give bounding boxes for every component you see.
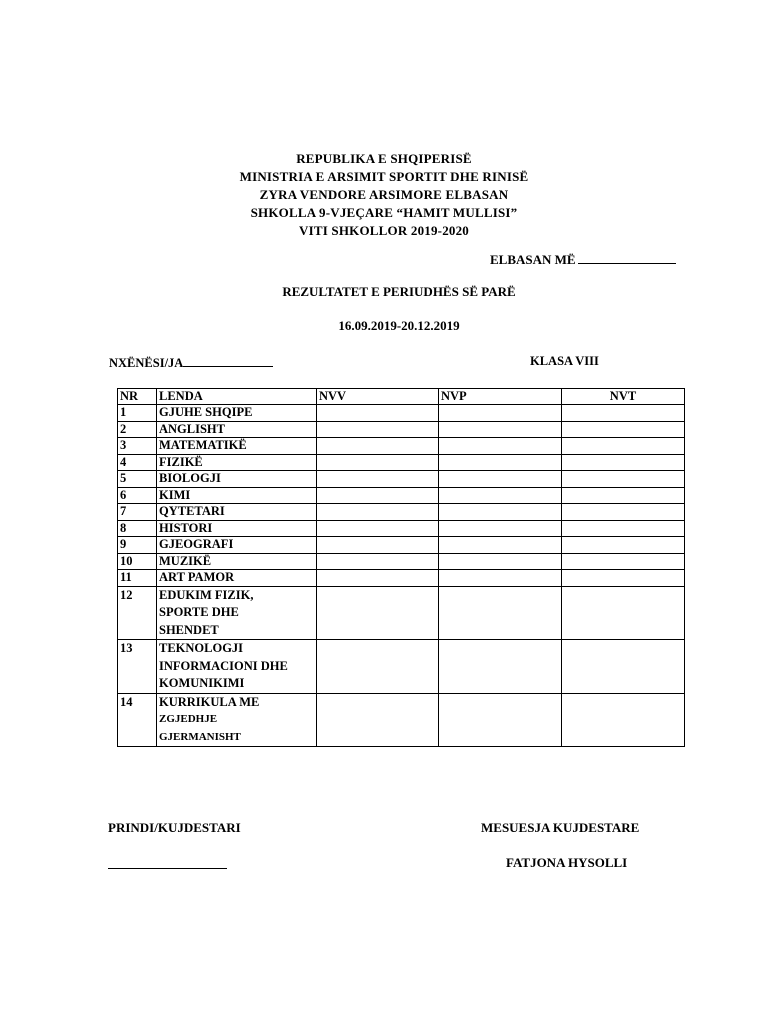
subject-name: ART PAMOR bbox=[157, 570, 317, 587]
period-dates: 16.09.2019-20.12.2019 bbox=[338, 318, 460, 333]
nvt-cell[interactable] bbox=[562, 537, 685, 554]
subject-name: GJEOGRAFI bbox=[157, 537, 317, 554]
class-label: KLASA VIII bbox=[530, 354, 599, 368]
nvt-cell[interactable] bbox=[562, 586, 685, 640]
nvv-cell[interactable] bbox=[317, 454, 439, 471]
table-row bbox=[118, 520, 685, 537]
nvp-cell[interactable] bbox=[439, 693, 562, 747]
table-row bbox=[118, 537, 685, 554]
nvt-cell[interactable] bbox=[562, 471, 685, 488]
header-line-school: SHKOLLA 9-VJEÇARE “HAMIT MULLISI” bbox=[250, 205, 518, 220]
table-row bbox=[118, 504, 685, 521]
table-row bbox=[118, 438, 685, 455]
subject-name bbox=[157, 640, 317, 694]
header-nvv: NVV bbox=[317, 389, 439, 405]
row-number: 1 bbox=[118, 405, 157, 422]
subject-name: MATEMATIKË bbox=[157, 438, 317, 455]
nvv-cell[interactable] bbox=[317, 640, 439, 694]
subject-line: SHENDET bbox=[159, 622, 219, 637]
header-line-year: VITI SHKOLLOR 2019-2020 bbox=[298, 223, 469, 238]
row-number: 5 bbox=[118, 471, 157, 488]
subject-name: ANGLISHT bbox=[157, 421, 317, 438]
nvv-cell[interactable] bbox=[317, 570, 439, 587]
nvv-cell[interactable] bbox=[317, 438, 439, 455]
row-number: 8 bbox=[118, 520, 157, 537]
place-date-field bbox=[490, 251, 676, 268]
grades-table bbox=[117, 388, 685, 747]
nvt-cell[interactable] bbox=[562, 553, 685, 570]
nvv-cell[interactable] bbox=[317, 421, 439, 438]
header-line-ministry: MINISTRIA E ARSIMIT SPORTIT DHE RINISË bbox=[239, 169, 529, 184]
table-row bbox=[118, 471, 685, 488]
nvv-cell[interactable] bbox=[317, 537, 439, 554]
table-row bbox=[118, 640, 685, 694]
header-nvp: NVP bbox=[439, 389, 562, 405]
subject-line: ZGJEDHJE bbox=[159, 713, 218, 725]
nvp-cell[interactable] bbox=[439, 537, 562, 554]
nvp-cell[interactable] bbox=[439, 504, 562, 521]
nvp-cell[interactable] bbox=[439, 454, 562, 471]
nvt-cell[interactable] bbox=[562, 454, 685, 471]
subject-line: KOMUNIKIMI bbox=[159, 676, 245, 690]
subject-line: GJERMANISHT bbox=[159, 730, 241, 743]
subject-name: HISTORI bbox=[157, 520, 317, 537]
table-row bbox=[118, 487, 685, 504]
subject-name: MUZIKË bbox=[157, 553, 317, 570]
subject-line: EDUKIM FIZIK, bbox=[159, 587, 254, 602]
subject-name bbox=[157, 586, 317, 640]
nvt-cell[interactable] bbox=[562, 640, 685, 694]
nvp-cell[interactable] bbox=[439, 471, 562, 488]
student-field bbox=[109, 354, 273, 371]
nvv-cell[interactable] bbox=[317, 520, 439, 537]
subject-line: SPORTE DHE bbox=[159, 605, 239, 619]
subject-line: TEKNOLOGJI bbox=[159, 641, 244, 655]
row-number: 9 bbox=[118, 537, 157, 554]
nvt-cell[interactable] bbox=[562, 504, 685, 521]
nvp-cell[interactable] bbox=[439, 640, 562, 694]
date-blank-line[interactable] bbox=[578, 251, 676, 264]
header-nr: NR bbox=[118, 389, 157, 405]
nvv-cell[interactable] bbox=[317, 487, 439, 504]
subject-name: QYTETARI bbox=[157, 504, 317, 521]
nvt-cell[interactable] bbox=[562, 520, 685, 537]
nvv-cell[interactable] bbox=[317, 504, 439, 521]
subject-name: GJUHE SHQIPE bbox=[157, 405, 317, 422]
row-number: 14 bbox=[118, 693, 157, 747]
subject-name: KIMI bbox=[157, 487, 317, 504]
table-header-row bbox=[118, 389, 685, 405]
nvp-cell[interactable] bbox=[439, 487, 562, 504]
row-number: 11 bbox=[118, 570, 157, 587]
nvt-cell[interactable] bbox=[562, 421, 685, 438]
table-row bbox=[118, 570, 685, 587]
nvp-cell[interactable] bbox=[439, 586, 562, 640]
nvp-cell[interactable] bbox=[439, 570, 562, 587]
row-number: 10 bbox=[118, 553, 157, 570]
header-line-office: ZYRA VENDORE ARSIMORE ELBASAN bbox=[259, 187, 509, 202]
nvv-cell[interactable] bbox=[317, 405, 439, 422]
nvp-cell[interactable] bbox=[439, 438, 562, 455]
subject-name: FIZIKË bbox=[157, 454, 317, 471]
place-date-label: ELBASAN MË bbox=[490, 252, 576, 267]
document-title: REZULTATET E PERIUDHËS SË PARË bbox=[282, 284, 516, 299]
row-number: 12 bbox=[118, 586, 157, 640]
nvp-cell[interactable] bbox=[439, 553, 562, 570]
subject-name bbox=[157, 693, 317, 747]
table-row bbox=[118, 454, 685, 471]
parent-signature-line[interactable] bbox=[108, 868, 227, 869]
nvv-cell[interactable] bbox=[317, 471, 439, 488]
nvt-cell[interactable] bbox=[562, 693, 685, 747]
nvt-cell[interactable] bbox=[562, 487, 685, 504]
table-row bbox=[118, 421, 685, 438]
row-number: 13 bbox=[118, 640, 157, 694]
header-lenda: LENDA bbox=[157, 389, 317, 405]
row-number: 6 bbox=[118, 487, 157, 504]
table-row bbox=[118, 405, 685, 422]
header-nvt: NVT bbox=[562, 389, 685, 405]
nvp-cell[interactable] bbox=[439, 421, 562, 438]
teacher-name: FATJONA HYSOLLI bbox=[506, 855, 628, 870]
subject-line: INFORMACIONI DHE bbox=[159, 658, 288, 673]
nvt-cell[interactable] bbox=[562, 405, 685, 422]
nvv-cell[interactable] bbox=[317, 553, 439, 570]
row-number: 3 bbox=[118, 438, 157, 455]
nvt-cell[interactable] bbox=[562, 438, 685, 455]
nvv-cell[interactable] bbox=[317, 693, 439, 747]
teacher-label: MESUESJA KUJDESTARE bbox=[481, 820, 640, 835]
table-row bbox=[118, 553, 685, 570]
nvp-cell[interactable] bbox=[439, 405, 562, 422]
table-row bbox=[118, 586, 685, 640]
row-number: 2 bbox=[118, 421, 157, 438]
parent-label: PRINDI/KUJDESTARI bbox=[108, 820, 241, 835]
document-header bbox=[0, 150, 768, 240]
row-number: 7 bbox=[118, 504, 157, 521]
subject-name: BIOLOGJI bbox=[157, 471, 317, 488]
nvp-cell[interactable] bbox=[439, 520, 562, 537]
nvv-cell[interactable] bbox=[317, 586, 439, 640]
row-number: 4 bbox=[118, 454, 157, 471]
header-line-republic: REPUBLIKA E SHQIPERISË bbox=[296, 151, 472, 166]
nvt-cell[interactable] bbox=[562, 570, 685, 587]
table-row bbox=[118, 693, 685, 747]
subject-line: KURRIKULA ME bbox=[159, 694, 260, 709]
student-label: NXËNËSI/JA bbox=[109, 356, 184, 370]
student-blank-line[interactable] bbox=[183, 354, 273, 367]
